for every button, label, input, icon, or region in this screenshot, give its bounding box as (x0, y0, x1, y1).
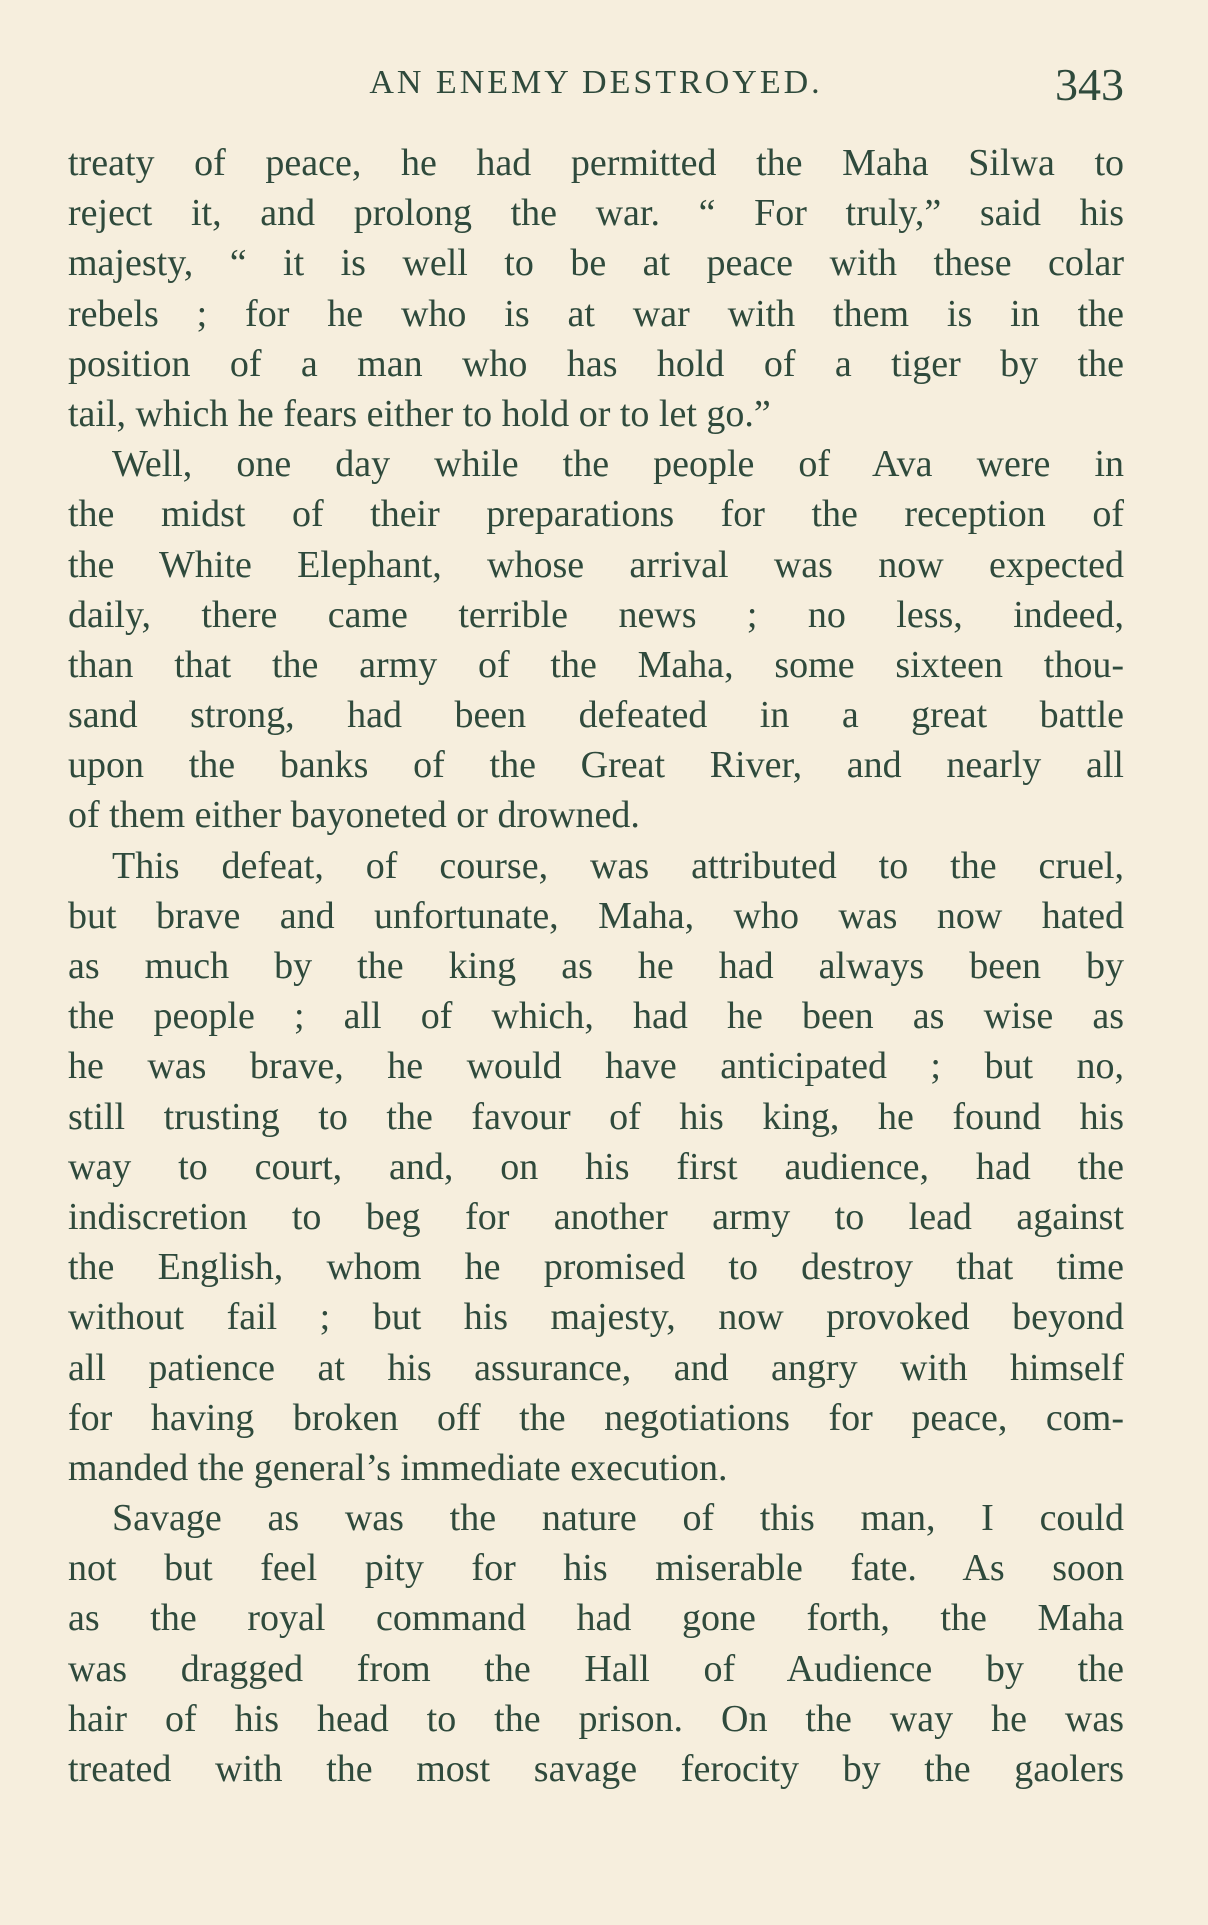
text-line: hair of his head to the prison. On the way he was (68, 1697, 1124, 1740)
text-line: tail, which he fears either to hold or to let go.” (68, 392, 771, 435)
text-line: reject it, and prolong the war. “ For truly,” said his (68, 192, 1124, 235)
text-line: but brave and unfortunate, Maha, who was now hated (68, 894, 1124, 937)
text-line: upon the banks of the Great River, and nearly all (68, 744, 1124, 787)
text-line: of them either bayoneted or drowned. (68, 794, 640, 837)
text-line: the people ; all of which, had he been as wise as (68, 995, 1124, 1038)
text-line: sand strong, had been defeated in a great battle (68, 694, 1124, 737)
text-line: than that the army of the Maha, some sixteen thou- (68, 643, 1124, 686)
text-line: still trusting to the favour of his king, he found his (68, 1095, 1124, 1138)
text-line: was dragged from the Hall of Audience by the (68, 1647, 1124, 1690)
body-text (68, 138, 1124, 1794)
text-line: treaty of peace, he had permitted the Maha Silwa to (68, 142, 1124, 184)
text-line: position of a man who has hold of a tiger by the (68, 342, 1124, 385)
text-line: for having broken off the negotiations for peace, com- (68, 1396, 1124, 1439)
text-line: treated with the most savage ferocity by the gaolers (68, 1748, 1124, 1790)
text-line: This defeat, of course, was attributed to the cruel, (112, 844, 1124, 887)
text-line: as much by the king as he had always been by (68, 945, 1124, 987)
page-number: 343 (1055, 59, 1124, 110)
running-header (68, 58, 1124, 118)
text-line: the English, whom he promised to destroy that time (68, 1246, 1124, 1289)
text-line: rebels ; for he who is at war with them is in the (68, 292, 1124, 335)
text-line: not but feel pity for his miserable fate. As soon (68, 1547, 1124, 1590)
text-line: majesty, “ it is well to be at peace with these colar (68, 242, 1124, 285)
text-line: manded the general’s immediate execution. (68, 1446, 728, 1489)
text-line: indiscretion to beg for another army to lead against (68, 1195, 1124, 1238)
text-line: daily, there came terrible news ; no less, indeed, (68, 593, 1124, 636)
text-line: the White Elephant, whose arrival was now expected (68, 543, 1124, 586)
text-line: as the royal command had gone forth, the Maha (68, 1597, 1124, 1640)
text-line: the midst of their preparations for the reception of (68, 493, 1124, 536)
chapter-title: AN ENEMY DESTROYED. (369, 64, 823, 101)
text-line: Savage as was the nature of this man, I could (112, 1497, 1124, 1540)
text-line: he was brave, he would have anticipated ; but no, (68, 1045, 1124, 1088)
text-line: all patience at his assurance, and angry with himself (68, 1346, 1124, 1389)
text-line: way to court, and, on his first audience, had the (68, 1145, 1124, 1188)
text-line: without fail ; but his majesty, now provoked beyond (68, 1296, 1124, 1339)
text-line: Well, one day while the people of Ava were in (112, 443, 1124, 486)
